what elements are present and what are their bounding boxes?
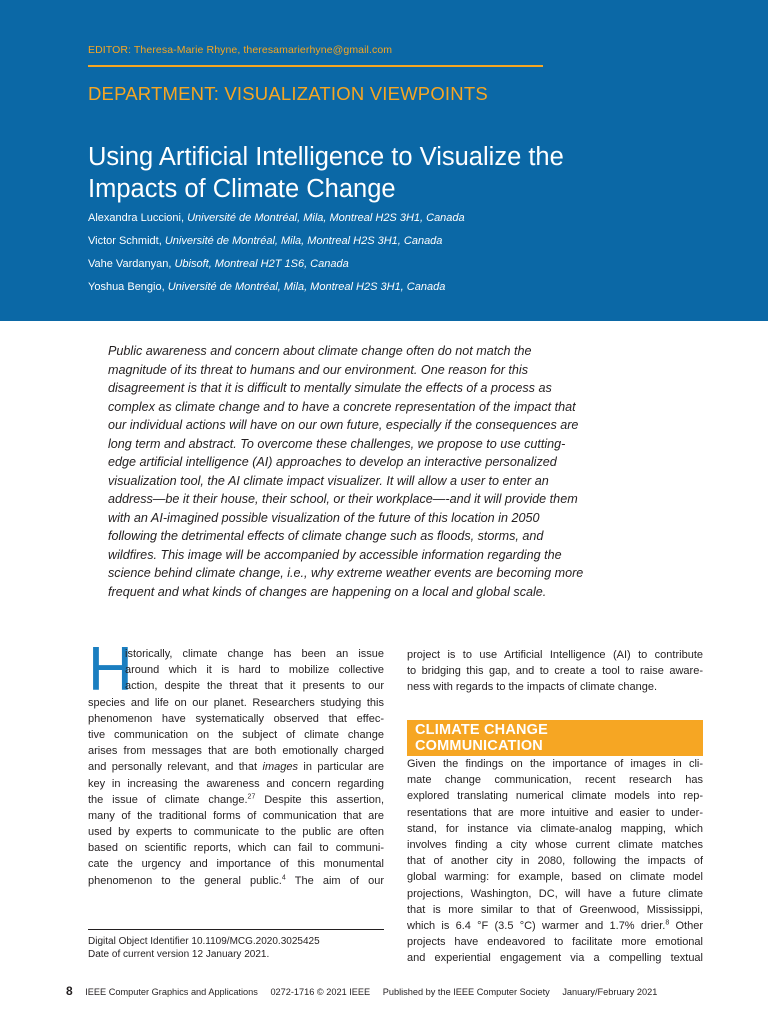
drop-cap: H (88, 635, 133, 704)
body-line: used by experts to communicate to the public are often (88, 826, 384, 839)
left-column (88, 646, 384, 889)
page-footer (66, 984, 657, 998)
author-name: Yoshua Bengio, (88, 281, 165, 293)
body-line: and experiential engagement via a compelling textual (407, 952, 703, 965)
right-column-intro (407, 647, 703, 696)
body-line (88, 759, 384, 775)
body-line: that of another city in 2080, following the impacts of (407, 855, 703, 868)
citation-27[interactable]: 27 (247, 793, 256, 801)
body-line: stand, for instance via climate-analog mapping, which (407, 822, 703, 835)
abstract-line: frequent and what kinds of changes are happening on a local and global scale. (108, 584, 547, 599)
body-line: istorically, climate change has been an issue (125, 648, 384, 660)
abstract-line: Public awareness and concern about climate change often do not match the (108, 344, 532, 358)
abstract-line: long term and abstract. To overcome these challenges, we propose to use cutting- (108, 436, 566, 451)
body-line: action, despite the threat that it presents to our (125, 680, 384, 693)
section-heading-line-1: CLIMATE CHANGE (415, 722, 549, 738)
abstract-line: our individual actions will have on our own future, especially if the consequences are (108, 418, 579, 432)
body-line: resentations that are more intuitive and easier to under- (407, 806, 703, 819)
header-banner (0, 0, 768, 321)
body-line: cate the urgency and importance of this monumental (88, 858, 384, 871)
section-heading-line-2: COMMUNICATION (415, 738, 543, 754)
article-title (88, 141, 728, 205)
department-label: DEPARTMENT: VISUALIZATION VIEWPOINTS (88, 83, 488, 104)
body-line: key in increasing the awareness and concern regarding (88, 777, 384, 790)
abstract-line: following the detrimental effects of climate change such as floods, storms, and (108, 529, 544, 543)
version-date: Date of current version 12 January 2021. (88, 949, 270, 960)
editor-credit: EDITOR: Theresa-Marie Rhyne, theresamarierhyne@gmail.com (88, 44, 393, 56)
abstract-line: magnitude of its threat to humans and our environment. One reason for this (108, 362, 529, 377)
citation-8[interactable]: 8 (665, 919, 670, 927)
text-run: which is 6.4 °F (3.5 °C) warmer and 1.7% drier. (407, 919, 666, 932)
publisher: Published by the IEEE Computer Society (382, 987, 550, 997)
section-heading-box (407, 720, 703, 756)
journal-name: IEEE Computer Graphics and Applications (85, 987, 258, 997)
body-line: Given the findings on the importance of images in cli- (407, 758, 703, 770)
footnote-rule (88, 929, 384, 930)
body-line (407, 918, 703, 934)
body-line: mate change communication, recent research has (407, 774, 703, 787)
body-line: arises from messages that are both emotionally charged (88, 745, 384, 758)
text-run: The aim of our (285, 874, 384, 887)
text-run: and personally relevant, and that (88, 761, 263, 774)
body-line: projects have endeavored to facilitate more emotional (407, 936, 703, 949)
abstract-line: complex as climate change and to have a concrete representation of the impact that (108, 399, 576, 414)
author-name: Vahe Vardanyan, (88, 258, 172, 270)
body-line: project is to use Artificial Intelligence (AI) to contribute (407, 649, 703, 661)
author-name: Alexandra Luccioni, (88, 212, 185, 224)
text-run: phenomenon to the general public. (88, 874, 282, 887)
body-line: species and life on our planet. Researchers studying this (88, 696, 384, 709)
author-affiliation: Ubisoft, Montreal H2T 1S6, Canada (174, 258, 349, 270)
page-number: 8 (66, 984, 73, 998)
body-line: ness with regards to the impacts of climate change. (407, 681, 658, 694)
author-2 (88, 235, 442, 247)
editor-rule (88, 65, 543, 67)
title-line-2: Impacts of Climate Change (88, 175, 396, 203)
text-run: the issue of climate change. (88, 793, 248, 806)
text-run: Despite this assertion, (255, 793, 384, 806)
doi-text: Digital Object Identifier 10.1109/MCG.2020.3025425 (88, 936, 320, 947)
emphasis-images: images (262, 761, 298, 774)
author-affiliation: Université de Montréal, Mila, Montreal H2S 3H1, Canada (164, 235, 443, 247)
author-4 (88, 281, 445, 293)
text-run: Other (669, 919, 703, 932)
right-column-body (407, 756, 703, 966)
abstract-line: science behind climate change, i.e., why extreme weather events are becoming more (108, 566, 584, 580)
abstract (108, 342, 628, 601)
body-line: that is more similar to that of Greenwood, Mississippi, (407, 903, 703, 916)
abstract-line: address—be it their house, their school, or their workplace—-and it will provide them (108, 492, 578, 506)
section-heading (415, 722, 548, 754)
author-affiliation: Université de Montréal, Mila, Montreal H2S 3H1, Canada (187, 212, 465, 224)
abstract-line: wildfires. This image will be accompanied by accessible information regarding the (108, 547, 562, 562)
body-line: based on scientific reports, which can fail to communi- (88, 842, 384, 855)
abstract-line: edge artificial intelligence (AI) approaches to develop an interactive personalized (108, 455, 557, 469)
author-1 (88, 212, 465, 224)
body-line (88, 873, 384, 889)
abstract-line: disagreement is that it is difficult to mentally simulate the effects of a process as (108, 381, 552, 395)
text-run: in particular are (298, 761, 384, 774)
body-line: global warming: for example, based on climate model (407, 871, 703, 884)
citation-4[interactable]: 4 (281, 873, 286, 881)
body-line: explored translating numerical climate models into rep- (407, 790, 703, 803)
issue-date: January/February 2021 (562, 987, 658, 997)
body-line: tive communication on the subject of climate change (88, 728, 384, 741)
body-line (88, 792, 384, 808)
body-line: around which it is hard to mobilize collective (125, 664, 384, 677)
body-line: to bridging this gap, and to create a tool to raise aware- (407, 665, 703, 678)
issn-copyright: 0272-1716 © 2021 IEEE (270, 987, 371, 997)
body-line: projections, Washington, DC, will have a future climate (407, 887, 703, 900)
abstract-line: with an AI-imagined possible visualization of the future of this location in 2050 (108, 510, 540, 525)
author-affiliation: Université de Montréal, Mila, Montreal H2S 3H1, Canada (167, 281, 446, 293)
author-name: Victor Schmidt, (88, 235, 162, 247)
footnote (88, 935, 320, 961)
body-line: phenomenon have systematically observed that effec- (88, 712, 384, 725)
body-line: many of the traditional forms of communication that are (88, 809, 384, 822)
abstract-line: visualization tool, the AI climate impact visualizer. It will allow a user to enter an (108, 473, 549, 488)
author-3 (88, 258, 349, 270)
body-line: involves finding a city whose current climate matches (407, 838, 703, 851)
title-line-1: Using Artificial Intelligence to Visualize the (88, 143, 564, 171)
